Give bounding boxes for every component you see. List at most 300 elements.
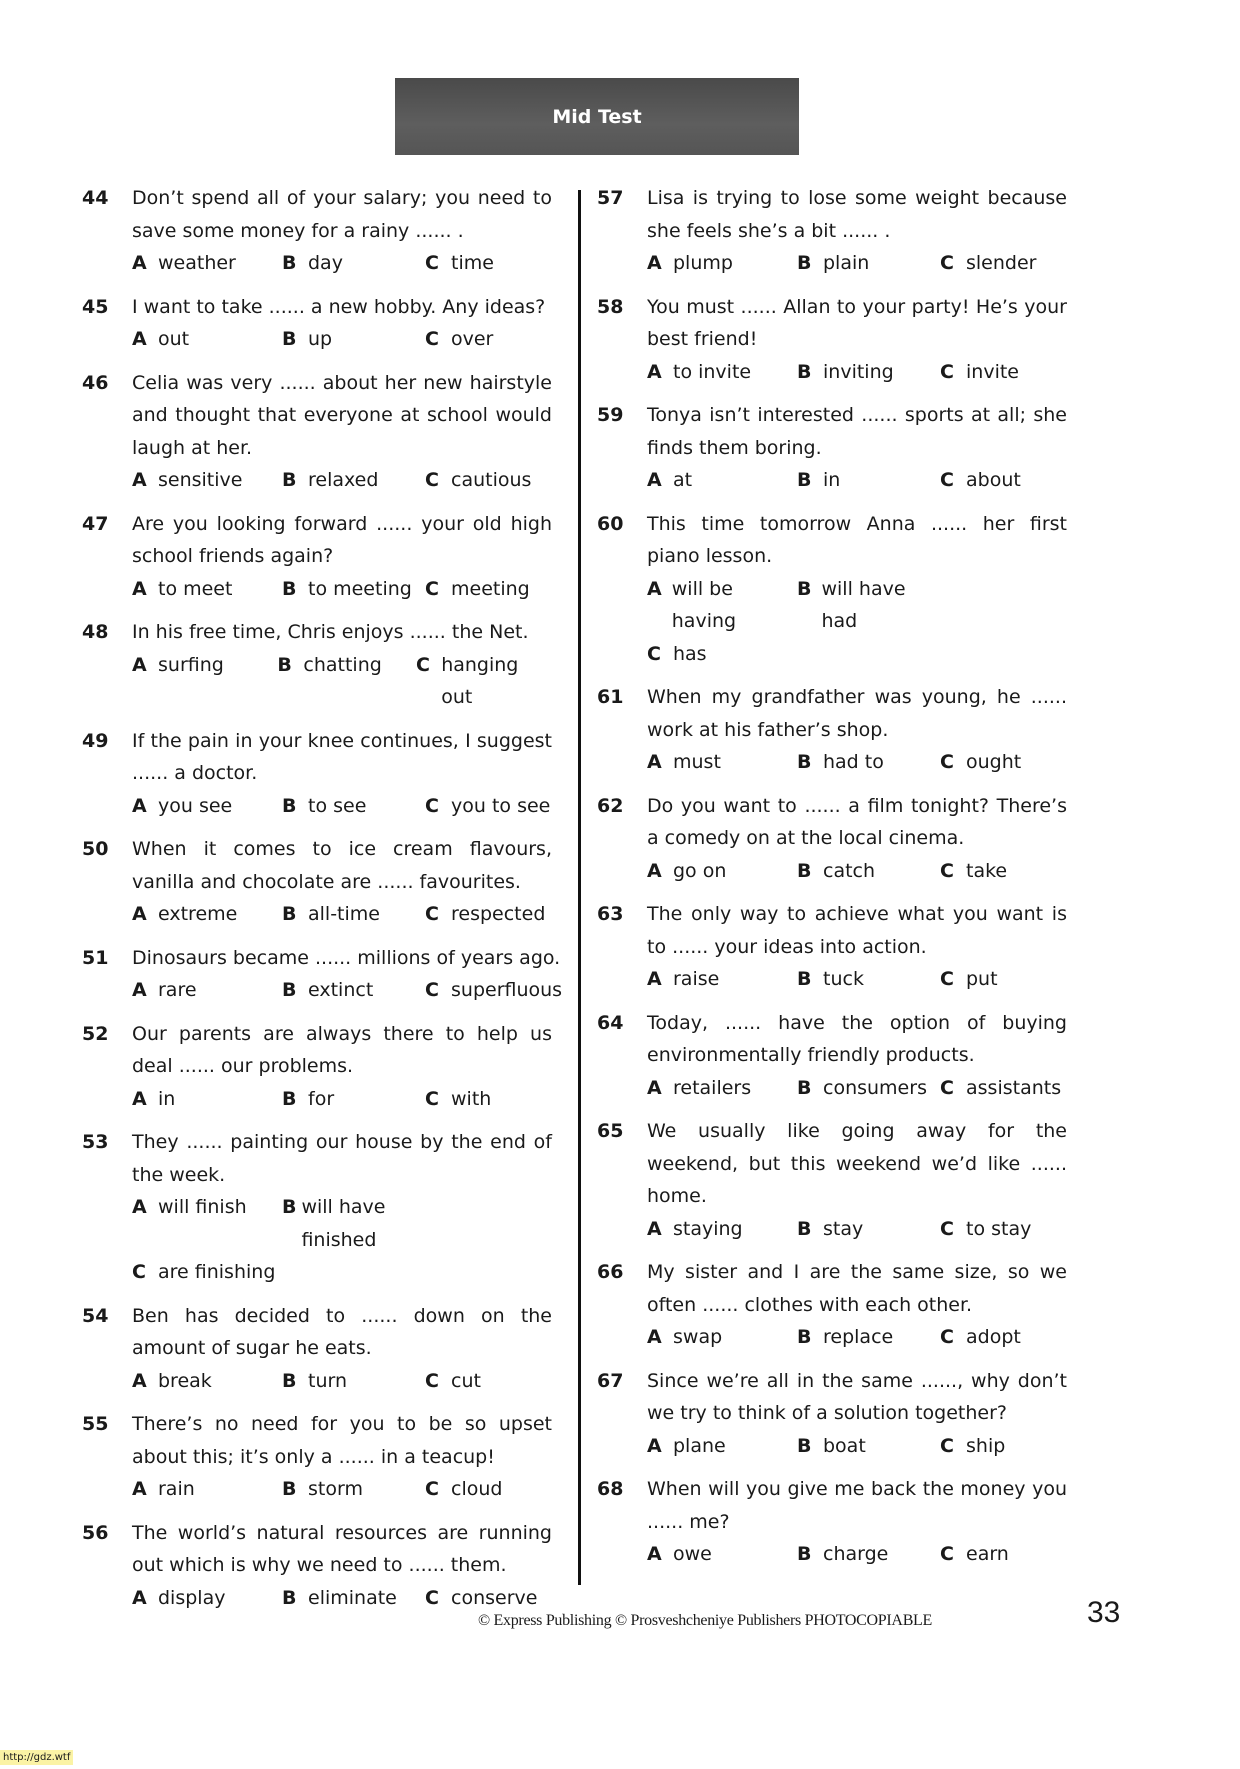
answer-option[interactable] [647,1538,797,1571]
answer-option[interactable] [132,1365,282,1398]
question-text: Do you want to ...... a film tonight? There’s a comedy on at the local cinema. [647,794,1067,849]
option-text: in [823,469,841,491]
answer-option[interactable] [940,1321,1021,1354]
option-text: break [158,1369,212,1392]
option-text: meeting [451,577,530,600]
answer-option[interactable] [132,573,282,606]
question-item [597,291,1067,389]
question-item [82,833,552,931]
option-letter: B [797,1076,812,1099]
answer-option[interactable] [282,247,425,280]
answer-option[interactable] [797,1213,940,1246]
option-text: plain [823,252,870,274]
answer-option[interactable] [282,1191,425,1256]
answer-option[interactable] [282,1083,425,1116]
answer-option[interactable] [647,573,797,638]
answer-option[interactable] [425,1582,537,1615]
question-text: If the pain in your knee continues, I suggest ...... a doctor. [132,729,552,784]
option-text: has [673,642,707,665]
answer-options [647,464,1067,497]
question-item [597,1256,1067,1354]
question-text: I want to take ...... a new hobby. Any ideas? [132,295,546,318]
answer-option[interactable] [797,1538,940,1571]
question-body [647,1007,1067,1105]
question-body [647,790,1067,888]
option-letter: B [797,469,812,491]
question-body [647,399,1067,497]
question-number: 56 [82,1521,109,1544]
option-letter: B [797,252,812,274]
option-letter: C [940,968,954,990]
option-text: retailers [673,1076,752,1099]
question-item [597,1473,1067,1571]
answer-option[interactable] [425,1365,481,1398]
question-number: 57 [597,187,624,209]
answer-option[interactable] [132,1582,282,1615]
answer-option[interactable] [132,1256,282,1289]
answer-options [132,1473,552,1506]
question-text: There’s no need for you to be so upset about this; it’s only a ...... in a teacup! [132,1413,552,1468]
question-number: 65 [597,1120,624,1142]
answer-options [132,323,552,356]
question-text: The world’s natural resources are running out which is why we need to ...... them. [132,1521,552,1576]
option-letter: A [647,252,662,274]
answer-option[interactable] [797,356,940,389]
option-letter: C [940,252,954,274]
option-text: relaxed [308,469,379,491]
option-letter: C [425,577,439,600]
option-letter: B [282,1478,297,1500]
option-text: staying [673,1217,743,1240]
option-letter: A [647,1543,662,1565]
answer-options [647,638,1067,671]
answer-option[interactable] [940,963,998,996]
question-number: 54 [82,1304,109,1327]
option-letter: B [282,1196,297,1218]
option-text: cloud [451,1478,503,1500]
question-item [597,1115,1067,1245]
answer-option[interactable] [282,898,425,931]
question-number: 55 [82,1413,109,1435]
question-text: We usually like going away for the weekend, but this weekend we’d like ...... home. [647,1120,1067,1207]
option-text: hanging out [441,653,519,708]
option-letter: B [282,252,297,274]
option-text: charge [823,1543,889,1565]
option-letter: B [282,469,297,491]
option-letter: C [940,360,954,383]
answer-options [132,649,552,714]
answer-option[interactable] [797,573,940,638]
option-letter: C [425,328,439,350]
question-body [132,1408,552,1506]
answer-option[interactable] [132,1191,282,1256]
question-item [82,1126,552,1289]
section-header [395,78,799,155]
answer-option[interactable] [940,855,1007,888]
answer-option[interactable] [797,247,940,280]
question-number: 46 [82,371,109,394]
option-text: to stay [966,1217,1032,1240]
answer-options [132,573,552,606]
option-letter: B [277,653,292,676]
option-letter: C [940,1217,954,1240]
question-number: 48 [82,621,109,643]
answer-option[interactable] [425,974,562,1007]
answer-options [647,1072,1067,1105]
answer-option[interactable] [940,1213,1031,1246]
option-letter: C [425,469,439,491]
option-text: raise [673,968,720,990]
option-text: chatting [303,653,382,676]
option-letter: B [282,903,297,925]
option-text: surfing [158,653,224,676]
question-number: 64 [597,1011,624,1034]
answer-options [132,1582,552,1615]
answer-options [132,790,552,823]
answer-option[interactable] [282,573,425,606]
question-number: 49 [82,729,109,752]
answer-option[interactable] [425,323,493,356]
option-text: owe [673,1543,712,1565]
option-letter: C [940,751,954,773]
option-text: turn [308,1369,348,1392]
option-text: eliminate [308,1586,397,1609]
option-text: boat [823,1434,866,1457]
question-body [132,1300,552,1398]
answer-option[interactable] [797,1321,940,1354]
question-text: Tonya isn’t interested ...... sports at all; she finds them boring. [647,404,1067,459]
answer-option[interactable] [647,963,797,996]
column-divider [578,190,581,1585]
option-text: catch [823,859,876,882]
answer-option[interactable] [940,746,1021,779]
question-text: When my grandfather was young, he ...... work at his father’s shop. [647,686,1067,741]
question-number: 52 [82,1022,109,1045]
option-text: extinct [308,979,374,1001]
question-number: 67 [597,1369,624,1392]
answer-option[interactable] [132,1083,282,1116]
question-text: When it comes to ice cream flavours, vanilla and chocolate are ...... favourites. [132,838,552,893]
question-item [82,725,552,823]
option-text: plane [673,1434,726,1457]
answer-option[interactable] [132,323,282,356]
answer-option[interactable] [647,464,797,497]
answer-options [132,1083,552,1116]
option-text: about [966,469,1021,491]
answer-option[interactable] [425,898,545,931]
question-text: This time tomorrow Anna ...... her first piano lesson. [647,512,1067,567]
question-body [647,182,1067,280]
option-text: rare [158,979,197,1001]
question-body [132,725,552,823]
answer-option[interactable] [797,1072,940,1105]
section-title: Mid Test [552,105,642,128]
option-text: cautious [451,469,532,491]
option-letter: C [940,1076,954,1099]
option-letter: C [940,1434,954,1457]
question-body [132,182,552,280]
answer-option[interactable] [940,1430,1005,1463]
answer-option[interactable] [647,247,797,280]
option-letter: A [132,577,147,600]
answer-option[interactable] [132,790,282,823]
answer-option[interactable] [647,356,797,389]
question-body [647,898,1067,996]
watermark-link[interactable]: http://gdz.wtf [0,1750,73,1765]
option-text: to meeting [308,577,412,600]
option-letter: A [647,1076,662,1099]
question-body [132,616,552,714]
option-text: had to [823,751,884,773]
question-item [82,1517,552,1615]
question-text: My sister and I are the same size, so we often ...... clothes with each other. [647,1261,1067,1316]
answer-option[interactable] [425,1083,491,1116]
option-text: you see [158,794,233,817]
option-letter: C [425,979,439,1001]
option-text: take [966,859,1008,882]
option-text: with [451,1087,492,1110]
question-body [132,367,552,497]
question-number: 45 [82,295,109,318]
option-letter: B [282,1369,297,1392]
answer-option[interactable] [647,1430,797,1463]
copyright-footer: © Express Publishing © Prosveshcheniye Publishers PHOTOCOPIABLE [478,1612,933,1629]
answer-option[interactable] [132,649,277,714]
answer-option[interactable] [425,247,494,280]
option-letter: B [282,328,297,350]
option-text: conserve [451,1586,538,1609]
question-text: In his free time, Chris enjoys ...... the Net. [132,621,529,643]
answer-option[interactable] [647,746,797,779]
option-letter: A [132,1586,147,1609]
option-text: day [308,252,343,274]
answer-option[interactable] [940,356,1019,389]
answer-option[interactable] [940,247,1036,280]
answer-option[interactable] [647,855,797,888]
question-text: The only way to achieve what you want is to ...... your ideas into action. [647,903,1067,958]
answer-option[interactable] [282,1582,425,1615]
option-text: go on [673,859,727,882]
answer-options [647,963,1067,996]
question-text: Dinosaurs became ...... millions of years ago. [132,946,561,969]
answer-option[interactable] [282,323,425,356]
option-text: for [308,1087,335,1110]
option-text: consumers [823,1076,927,1099]
option-letter: A [132,653,147,676]
answer-options [647,855,1067,888]
question-text: Since we’re all in the same ......, why don’t we try to think of a solution together? [647,1369,1067,1424]
answer-option[interactable] [282,974,425,1007]
question-number: 50 [82,838,109,860]
question-number: 62 [597,794,624,817]
question-item [82,182,552,280]
option-letter: A [647,859,662,882]
answer-option[interactable] [647,1072,797,1105]
option-letter: A [132,1087,147,1110]
question-item [82,1018,552,1116]
right-column [597,182,1067,1582]
option-letter: A [647,577,662,600]
question-body [132,1126,552,1289]
question-number: 63 [597,903,624,925]
option-letter: B [282,1087,297,1110]
answer-options [647,247,1067,280]
answer-option[interactable] [797,1430,940,1463]
option-text: replace [823,1326,894,1348]
option-text: will have had [821,577,906,632]
option-letter: C [425,1586,439,1609]
answer-option[interactable] [425,790,550,823]
answer-option[interactable] [132,898,282,931]
option-text: storm [308,1478,363,1500]
answer-option[interactable] [132,974,282,1007]
option-text: respected [451,903,546,925]
page-number: 33 [1087,1596,1121,1629]
question-item [82,1300,552,1398]
question-item [82,1408,552,1506]
question-body [647,1473,1067,1571]
option-letter: C [132,1261,146,1283]
question-body [647,508,1067,671]
question-item [597,508,1067,671]
question-item [82,616,552,714]
option-text: you to see [451,794,551,817]
option-letter: B [282,577,297,600]
answer-option[interactable] [132,247,282,280]
option-letter: C [940,1326,954,1348]
question-body [647,1365,1067,1463]
answer-option[interactable] [647,1213,797,1246]
answer-option[interactable] [282,790,425,823]
answer-option[interactable] [647,1321,797,1354]
option-letter: B [282,979,297,1001]
option-letter: A [132,1196,147,1218]
option-text: extreme [158,903,238,925]
option-text: to meet [158,577,233,600]
answer-option[interactable] [416,649,552,714]
question-item [597,681,1067,779]
option-letter: C [416,653,430,676]
answer-option[interactable] [132,1473,282,1506]
question-number: 47 [82,512,109,535]
option-letter: B [797,577,812,600]
question-text: Don’t spend all of your salary; you need to save some money for a rainy ...... . [132,187,552,242]
option-text: ship [966,1434,1006,1457]
option-text: will finish [158,1196,247,1218]
option-text: adopt [966,1326,1021,1348]
option-letter: B [797,968,812,990]
answer-option[interactable] [797,746,940,779]
question-item [82,942,563,1007]
option-letter: C [425,903,439,925]
answer-options [132,1256,552,1289]
option-letter: A [132,794,147,817]
answer-options [132,1365,552,1398]
option-letter: C [647,642,661,665]
option-letter: B [797,1434,812,1457]
option-letter: A [132,328,147,350]
option-letter: B [797,1217,812,1240]
answer-option[interactable] [940,1072,1061,1105]
option-text: will have finished [301,1196,386,1251]
answer-options [647,746,1067,779]
option-text: put [966,968,998,990]
option-text: to see [308,794,367,817]
question-item [82,508,552,606]
option-letter: A [647,360,662,383]
answer-option[interactable] [277,649,416,714]
question-text: Ben has decided to ...... down on the amount of sugar he eats. [132,1304,552,1359]
option-text: tuck [823,968,864,990]
option-text: display [158,1586,226,1609]
option-letter: A [647,1217,662,1240]
option-letter: C [425,252,439,274]
answer-option[interactable] [797,963,940,996]
answer-option[interactable] [797,464,940,497]
question-body [647,681,1067,779]
answer-option[interactable] [132,464,282,497]
option-letter: B [797,1543,812,1565]
answer-option[interactable] [425,1473,502,1506]
option-letter: B [797,751,812,773]
answer-option[interactable] [425,573,530,606]
option-text: out [158,328,190,350]
answer-option[interactable] [282,1473,425,1506]
answer-option[interactable] [940,464,1021,497]
answer-options [647,1538,1067,1571]
answer-option[interactable] [647,638,797,671]
answer-option[interactable] [282,1365,425,1398]
question-number: 51 [82,946,109,969]
answer-option[interactable] [282,464,425,497]
option-letter: A [647,469,662,491]
option-letter: B [797,1326,812,1348]
option-letter: A [132,903,147,925]
option-text: sensitive [158,469,243,491]
question-number: 61 [597,686,624,708]
option-text: at [673,469,693,491]
question-number: 60 [597,512,624,535]
answer-option[interactable] [425,464,531,497]
question-body [647,291,1067,389]
option-text: slender [966,252,1037,274]
option-letter: B [797,859,812,882]
option-letter: A [132,252,147,274]
question-body [647,1115,1067,1245]
option-text: in [158,1087,176,1110]
option-letter: A [647,1434,662,1457]
option-text: superfluous [451,979,563,1001]
question-body [132,833,552,931]
question-number: 58 [597,295,624,318]
answer-option[interactable] [797,855,940,888]
question-text: Our parents are always there to help us deal ...... our problems. [132,1022,552,1077]
option-text: all-time [308,903,380,925]
option-text: swap [673,1326,723,1348]
question-body [132,1018,552,1116]
option-text: ought [966,751,1022,773]
option-letter: A [647,751,662,773]
question-item [597,1365,1067,1463]
option-text: stay [823,1217,864,1240]
option-letter: C [940,859,954,882]
option-letter: C [425,1087,439,1110]
option-text: up [308,328,333,350]
question-number: 53 [82,1131,109,1153]
option-letter: C [425,1478,439,1500]
option-letter: C [425,1369,439,1392]
answer-option[interactable] [940,1538,1009,1571]
